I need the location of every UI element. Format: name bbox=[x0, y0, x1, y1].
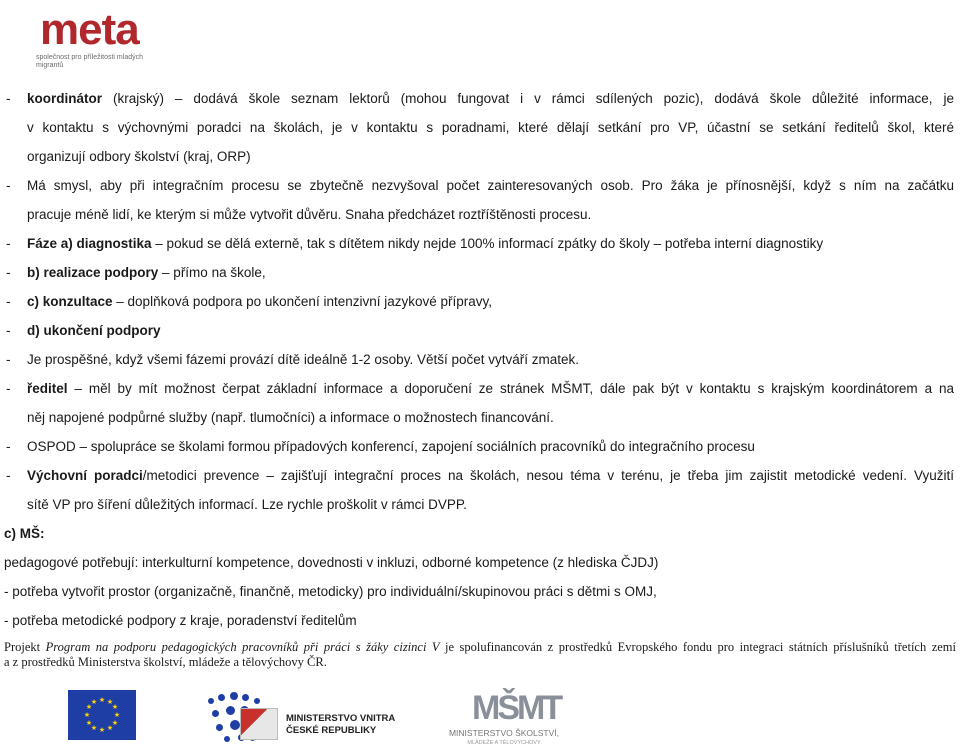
svg-text:★: ★ bbox=[106, 698, 114, 706]
ms-line-text: pedagogové potřebují: interkulturní kompetence, dovednosti v inkluzi, odborné kompetence (z hlediska ČJDJ) bbox=[4, 555, 659, 570]
bullet-dash: - bbox=[6, 323, 11, 338]
line-rest: – přímo na škole, bbox=[158, 265, 266, 280]
bullet-dash: - bbox=[6, 91, 11, 106]
bullet-dash: - bbox=[6, 468, 11, 483]
line-koordinator-2 bbox=[0, 113, 960, 142]
line-vychovni-2 bbox=[0, 490, 960, 519]
ms-line bbox=[0, 548, 960, 577]
ms-line bbox=[0, 577, 960, 606]
line-text bbox=[27, 113, 954, 142]
line-text bbox=[27, 258, 954, 287]
logo-dot bbox=[254, 698, 260, 704]
svg-text:★: ★ bbox=[90, 698, 98, 706]
svg-text:★: ★ bbox=[98, 696, 106, 704]
line-koordinator-1 bbox=[0, 84, 960, 113]
line-faze-d bbox=[0, 316, 960, 345]
line-faze-a bbox=[0, 229, 960, 258]
ministry-interior-name: MINISTERSTVO VNITRA ČESKÉ REPUBLIKY bbox=[286, 713, 395, 736]
line-prospesne bbox=[0, 345, 960, 374]
line-body: organizují odbory školství (kraj, ORP) bbox=[27, 149, 251, 164]
logo-dot bbox=[230, 720, 240, 730]
line-text bbox=[27, 171, 954, 200]
line-body: pracuje méně lidí, ke kterým si může vytvořit důvěru. Snaha předcházet roztříštěnosti procesu. bbox=[27, 207, 592, 222]
bold-term: Fáze a) diagnostika bbox=[27, 236, 152, 251]
line-faze-c bbox=[0, 287, 960, 316]
logo-dot bbox=[212, 710, 219, 717]
svg-text:★: ★ bbox=[111, 719, 119, 727]
line-faze-b bbox=[0, 258, 960, 287]
msmt-name: MINISTERSTVO ŠKOLSTVÍ, bbox=[448, 728, 560, 738]
coat-of-arms-icon bbox=[240, 708, 278, 740]
bullet-dash: - bbox=[6, 352, 11, 367]
line-smysl-1 bbox=[0, 171, 960, 200]
line-body: Má smysl, aby při integračním procesu se zbytečně nezvyšoval počet zainteresovaných osob. Pro žáka je přínosnější, když s ním na začátku bbox=[27, 178, 954, 193]
line-text bbox=[27, 461, 954, 490]
line-text bbox=[27, 374, 954, 403]
line-rest: (krajský) – dodává škole seznam lektorů (mohou fungovat i v rámci sdílených pozic), dodává škole důležité informace, je bbox=[102, 91, 954, 106]
svg-text:★: ★ bbox=[85, 719, 93, 727]
line-text bbox=[27, 142, 954, 171]
bold-term: d) ukončení podpory bbox=[27, 323, 161, 338]
bullet-dash: - bbox=[6, 439, 11, 454]
svg-text:★: ★ bbox=[85, 703, 93, 711]
bullet-dash: - bbox=[6, 236, 11, 251]
msmt-subtitle: MLÁDEŽE A TĚLOVÝCHOVY bbox=[467, 740, 541, 746]
bold-term: koordinátor bbox=[27, 91, 103, 106]
line-body: v kontaktu s výchovnými poradci na školách, je v kontaktu s poradnami, které dělají setkání pro VP, účastní se setkání ředitelů škol, které bbox=[27, 120, 954, 135]
line-text bbox=[27, 316, 954, 345]
project-footer bbox=[4, 640, 956, 670]
bullet-dash: - bbox=[6, 265, 11, 280]
line-reditel-1 bbox=[0, 374, 960, 403]
ms-heading-row bbox=[0, 519, 960, 548]
line-rest: /metodici prevence – zajišťují integrační proces na školách, nesou téma v terénu, je třeba jim zajistit metodické vedení. Využití bbox=[142, 468, 954, 483]
line-reditel-2 bbox=[0, 403, 960, 432]
bullet-dash: - bbox=[6, 381, 11, 396]
logo-tagline: společnost pro příležitosti mladých migrantů bbox=[36, 54, 143, 69]
line-vychovni-1 bbox=[0, 461, 960, 490]
logo-dot bbox=[242, 694, 249, 701]
ms-heading: c) MŠ: bbox=[4, 526, 45, 541]
svg-text:★: ★ bbox=[111, 703, 119, 711]
line-text bbox=[27, 432, 954, 461]
svg-text:★: ★ bbox=[113, 711, 121, 719]
ms-line bbox=[0, 606, 960, 635]
line-text bbox=[27, 84, 954, 113]
svg-text:★: ★ bbox=[98, 726, 106, 734]
svg-text:★: ★ bbox=[90, 724, 98, 732]
msmt-mark: MŠMT bbox=[472, 689, 561, 727]
line-rest: – měl by mít možnost čerpat základní informace a doporučení ze stránek MŠMT, dále pak být v kontaktu s krajským koordinátorem a na bbox=[67, 381, 954, 396]
footer-line-2: a z prostředků Ministerstva školství, mládeže a tělovýchovy ČR. bbox=[4, 655, 327, 669]
bullet-dash: - bbox=[6, 294, 11, 309]
line-smysl-2 bbox=[0, 200, 960, 229]
line-text bbox=[27, 490, 954, 519]
bullet-dash: - bbox=[6, 178, 11, 193]
line-text bbox=[27, 345, 954, 374]
meta-logo bbox=[6, 2, 146, 72]
logo-wordmark: meta bbox=[40, 5, 139, 54]
ms-line-text: - potřeba vytvořit prostor (organizačně, finančně, metodicky) pro individuální/skupinovou práci s dětmi s OMJ, bbox=[4, 584, 657, 599]
bold-term: ředitel bbox=[27, 381, 68, 396]
svg-text:★: ★ bbox=[83, 711, 91, 719]
bold-term: b) realizace podpory bbox=[27, 265, 159, 280]
line-body: OSPOD – spolupráce se školami formou případových konferencí, zapojení sociálních pracovníků do integračního procesu bbox=[27, 439, 755, 454]
line-rest: – pokud se dělá externě, tak s dítětem nikdy nejde 100% informací zpátky do školy – potřeba interní diagnostiky bbox=[151, 236, 824, 251]
bold-term: Výchovní poradci bbox=[27, 468, 143, 483]
logo-dot bbox=[226, 706, 235, 715]
line-rest: – doplňková podpora po ukončení intenzivní jazykové přípravy, bbox=[112, 294, 493, 309]
project-name: Program na podporu pedagogických pracovníků při práci s žáky cizinci V bbox=[45, 640, 440, 654]
line-body: Je prospěšné, když všemi fázemi provází dítě ideálně 1-2 osoby. Větší počet vytváří zmatek. bbox=[27, 352, 580, 367]
footer-line-1: Projekt Program na podporu pedagogických pracovníků při práci s žáky cizinci V je spolufinancován z prostředků Evropského fondu pro integraci státních příslušníků třetích zemí bbox=[4, 640, 956, 654]
line-koordinator-3 bbox=[0, 142, 960, 171]
logo-dot bbox=[218, 694, 225, 701]
logo-dot bbox=[208, 698, 214, 704]
line-ospod bbox=[0, 432, 960, 461]
line-text bbox=[27, 287, 954, 316]
logo-dot bbox=[216, 724, 223, 731]
line-body: sítě VP pro šíření důležitých informací. Lze rychle proškolit v rámci DVPP. bbox=[27, 497, 467, 512]
logo-dot bbox=[230, 692, 238, 700]
ministry-education-logo bbox=[444, 688, 564, 752]
logo-dot bbox=[224, 736, 230, 742]
line-body: něj napojené podpůrné služby (např. tlumočníci) a informace o možnostech financování. bbox=[27, 410, 554, 425]
bold-term: c) konzultace bbox=[27, 294, 113, 309]
svg-text:★: ★ bbox=[106, 724, 114, 732]
document-body bbox=[0, 84, 960, 635]
eu-flag-logo bbox=[68, 690, 136, 740]
line-text bbox=[27, 200, 954, 229]
line-text bbox=[27, 229, 954, 258]
line-text bbox=[27, 403, 954, 432]
ms-line-text: - potřeba metodické podpory z kraje, poradenství ředitelům bbox=[4, 613, 357, 628]
